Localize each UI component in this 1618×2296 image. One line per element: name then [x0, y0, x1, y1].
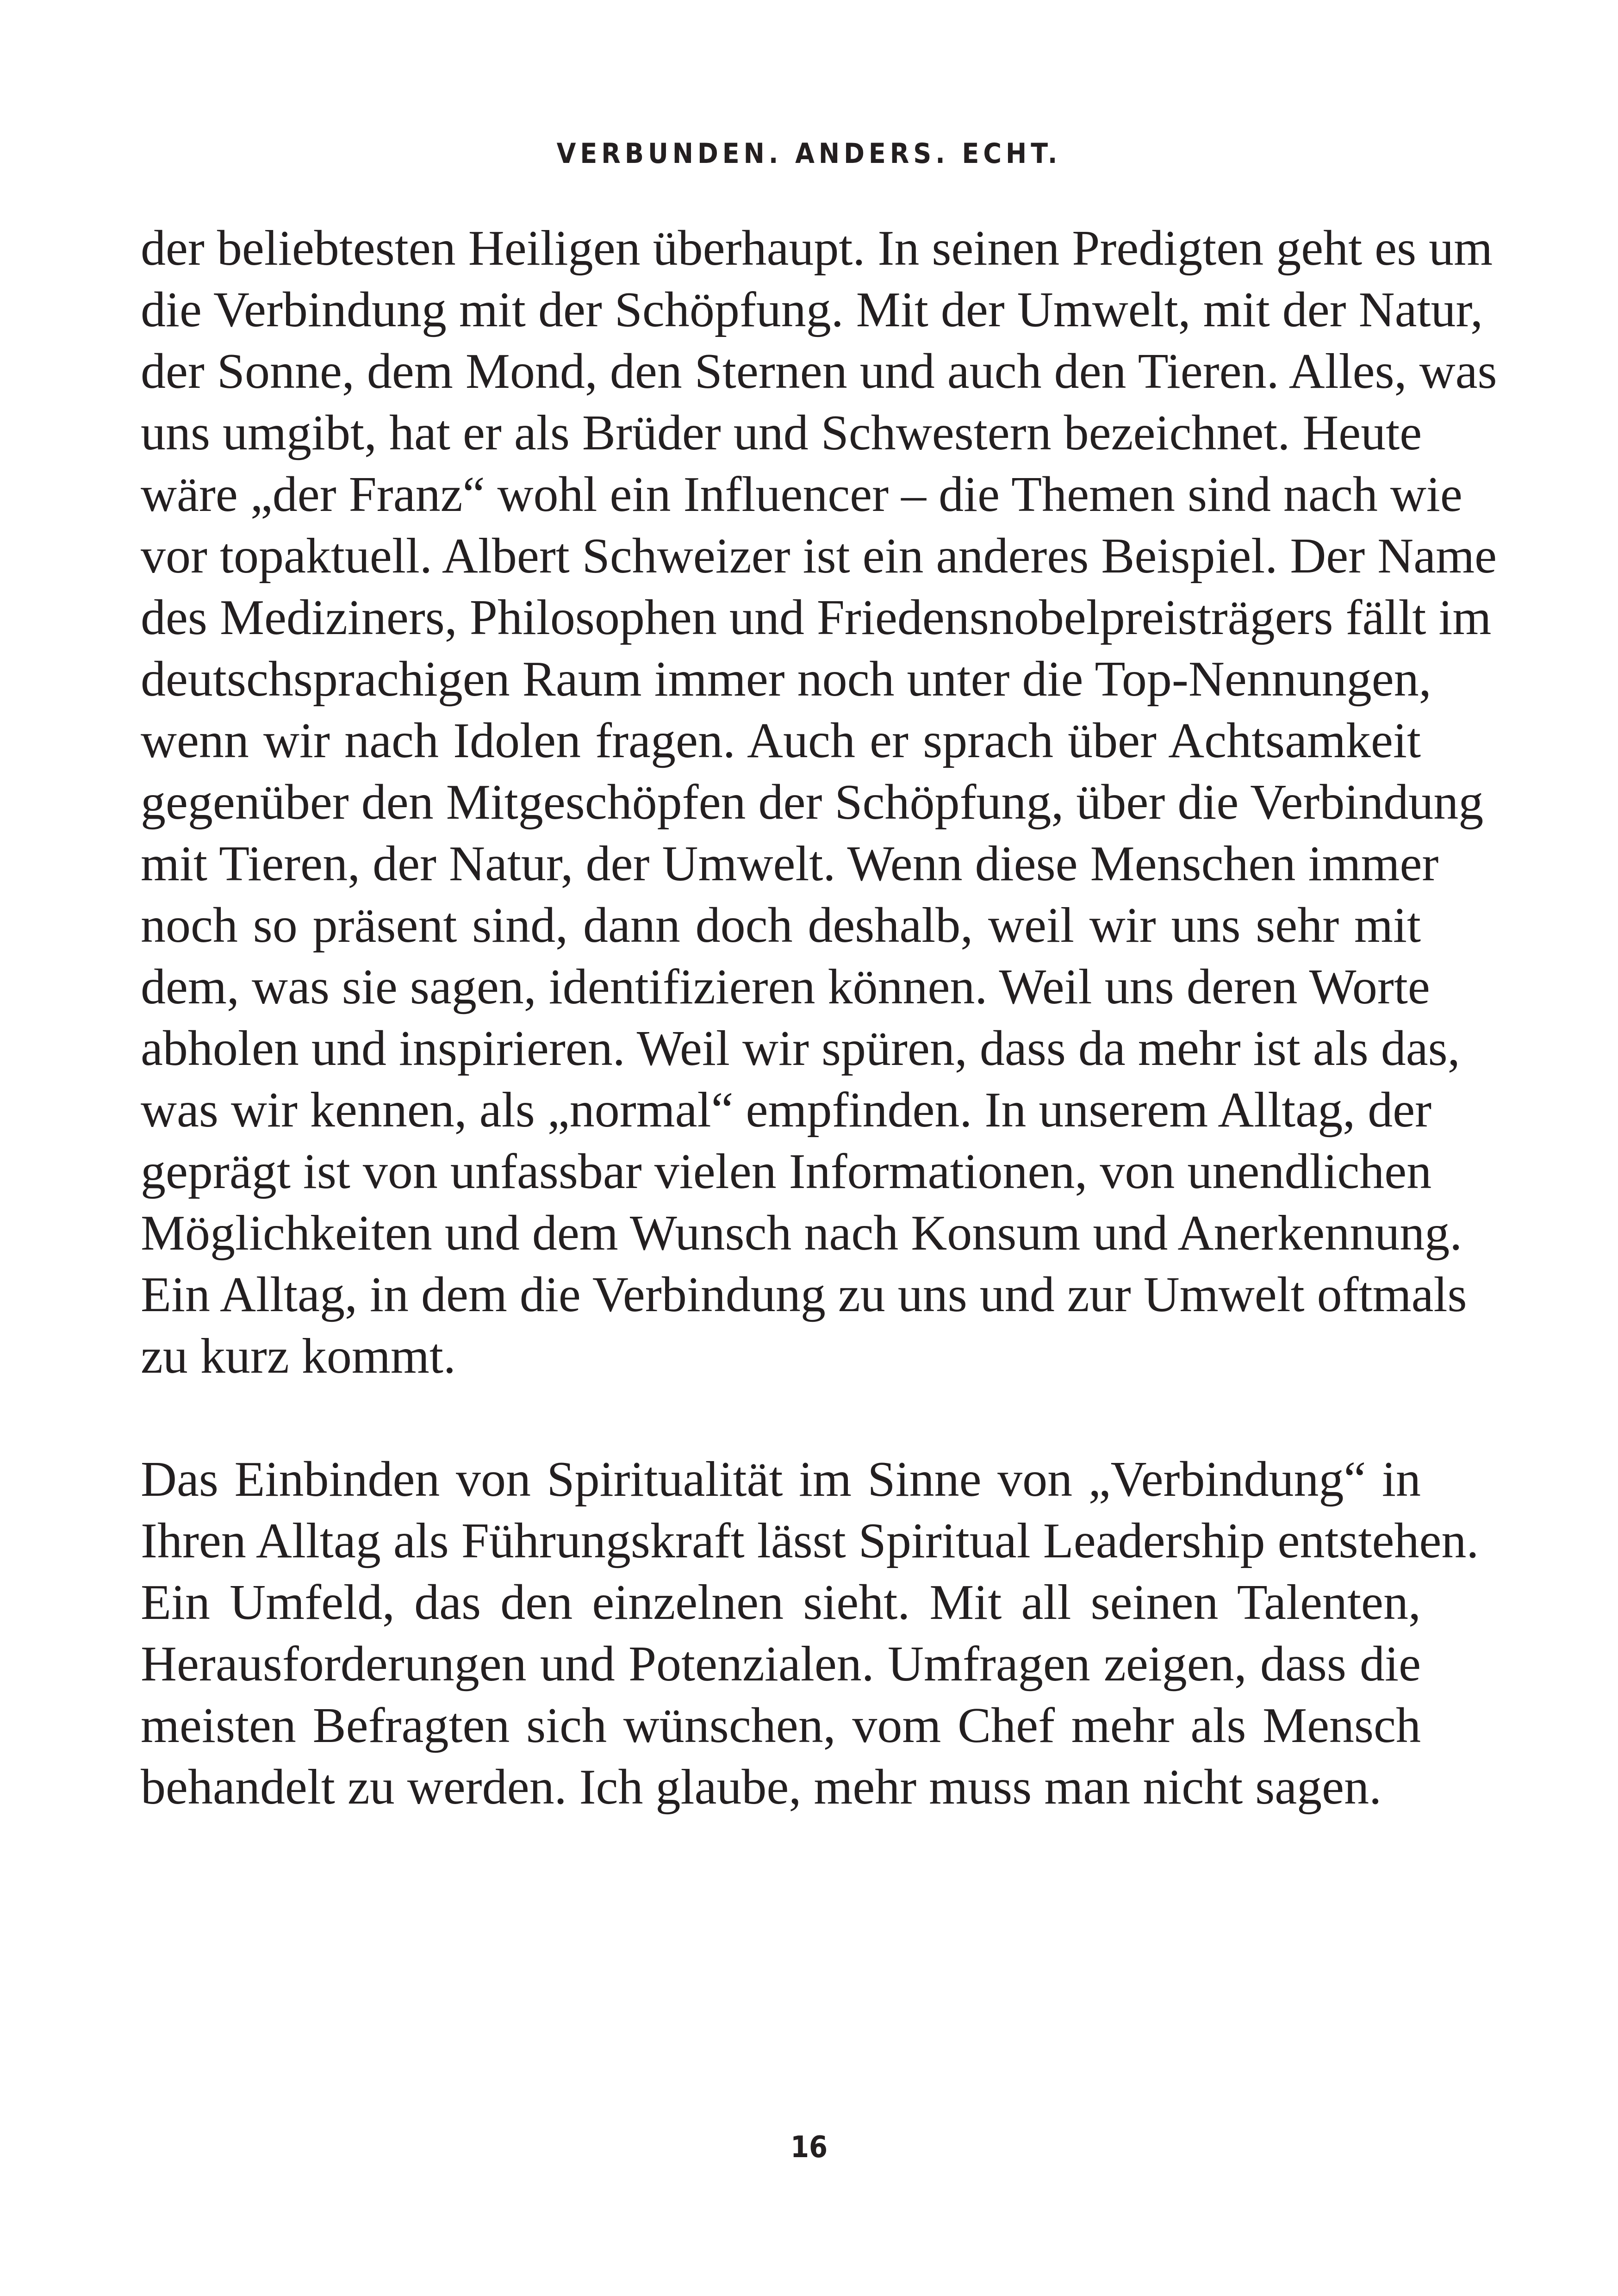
text-line: vor topaktuell. Albert Schweizer ist ein anderes Beispiel. Der Name	[141, 529, 1497, 584]
text-line: Ihren Alltag als Führungskraft lässt Spiritual Leadership entstehen.	[141, 1513, 1479, 1568]
text-line: Das Einbinden von Spiritualität im Sinne von „Verbindung“ in	[141, 1452, 1421, 1507]
text-line: wäre „der Franz“ wohl ein Influencer – die Themen sind nach wie	[141, 467, 1462, 522]
text-line: Ein Umfeld, das den einzelnen sieht. Mit all seinen Talenten,	[141, 1575, 1421, 1630]
text-line: der beliebtesten Heiligen überhaupt. In seinen Predigten geht es um	[141, 221, 1493, 276]
page-number: 16	[790, 2130, 828, 2165]
text-line: gegenüber den Mitgeschöpfen der Schöpfung, über die Verbindung	[141, 775, 1484, 830]
text-line: meisten Befragten sich wünschen, vom Chef mehr als Mensch	[141, 1698, 1421, 1753]
text-line: die Verbindung mit der Schöpfung. Mit der Umwelt, mit der Natur,	[141, 282, 1483, 337]
running-title: VERBUNDEN. ANDERS. ECHT.	[556, 137, 1062, 170]
text-line: Möglichkeiten und dem Wunsch nach Konsum und Anerkennung.	[141, 1206, 1462, 1261]
text-line: mit Tieren, der Natur, der Umwelt. Wenn diese Menschen immer	[141, 836, 1439, 891]
text-line: des Mediziners, Philosophen und Friedensnobelpreisträgers fällt im	[141, 590, 1492, 645]
text-line: geprägt ist von unfassbar vielen Informationen, von unendlichen	[141, 1144, 1432, 1199]
text-line: wenn wir nach Idolen fragen. Auch er sprach über Achtsamkeit	[141, 713, 1421, 768]
text-line: zu kurz kommt.	[141, 1329, 456, 1384]
text-line: Herausforderungen und Potenzialen. Umfragen zeigen, dass die	[141, 1636, 1421, 1692]
text-line: uns umgibt, hat er als Brüder und Schwestern bezeichnet. Heute	[141, 405, 1422, 460]
text-line: der Sonne, dem Mond, den Sternen und auch den Tieren. Alles, was	[141, 344, 1497, 399]
text-line: was wir kennen, als „normal“ empfinden. In unserem Alltag, der	[141, 1083, 1432, 1138]
paragraph	[141, 1449, 1479, 1818]
body-text	[141, 218, 1497, 1818]
text-line: Ein Alltag, in dem die Verbindung zu uns und zur Umwelt oftmals	[141, 1267, 1467, 1322]
paragraph-spacer	[141, 1387, 1421, 1449]
text-line: deutschsprachigen Raum immer noch unter die Top-Nennungen,	[141, 652, 1431, 707]
paragraph	[141, 218, 1497, 1387]
text-line: abholen und inspirieren. Weil wir spüren, dass da mehr ist als das,	[141, 1021, 1460, 1076]
text-line: noch so präsent sind, dann doch deshalb, weil wir uns sehr mit	[141, 898, 1421, 953]
text-line: behandelt zu werden. Ich glaube, mehr muss man nicht sagen.	[141, 1760, 1382, 1815]
text-line: dem, was sie sagen, identifizieren können. Weil uns deren Worte	[141, 959, 1430, 1014]
